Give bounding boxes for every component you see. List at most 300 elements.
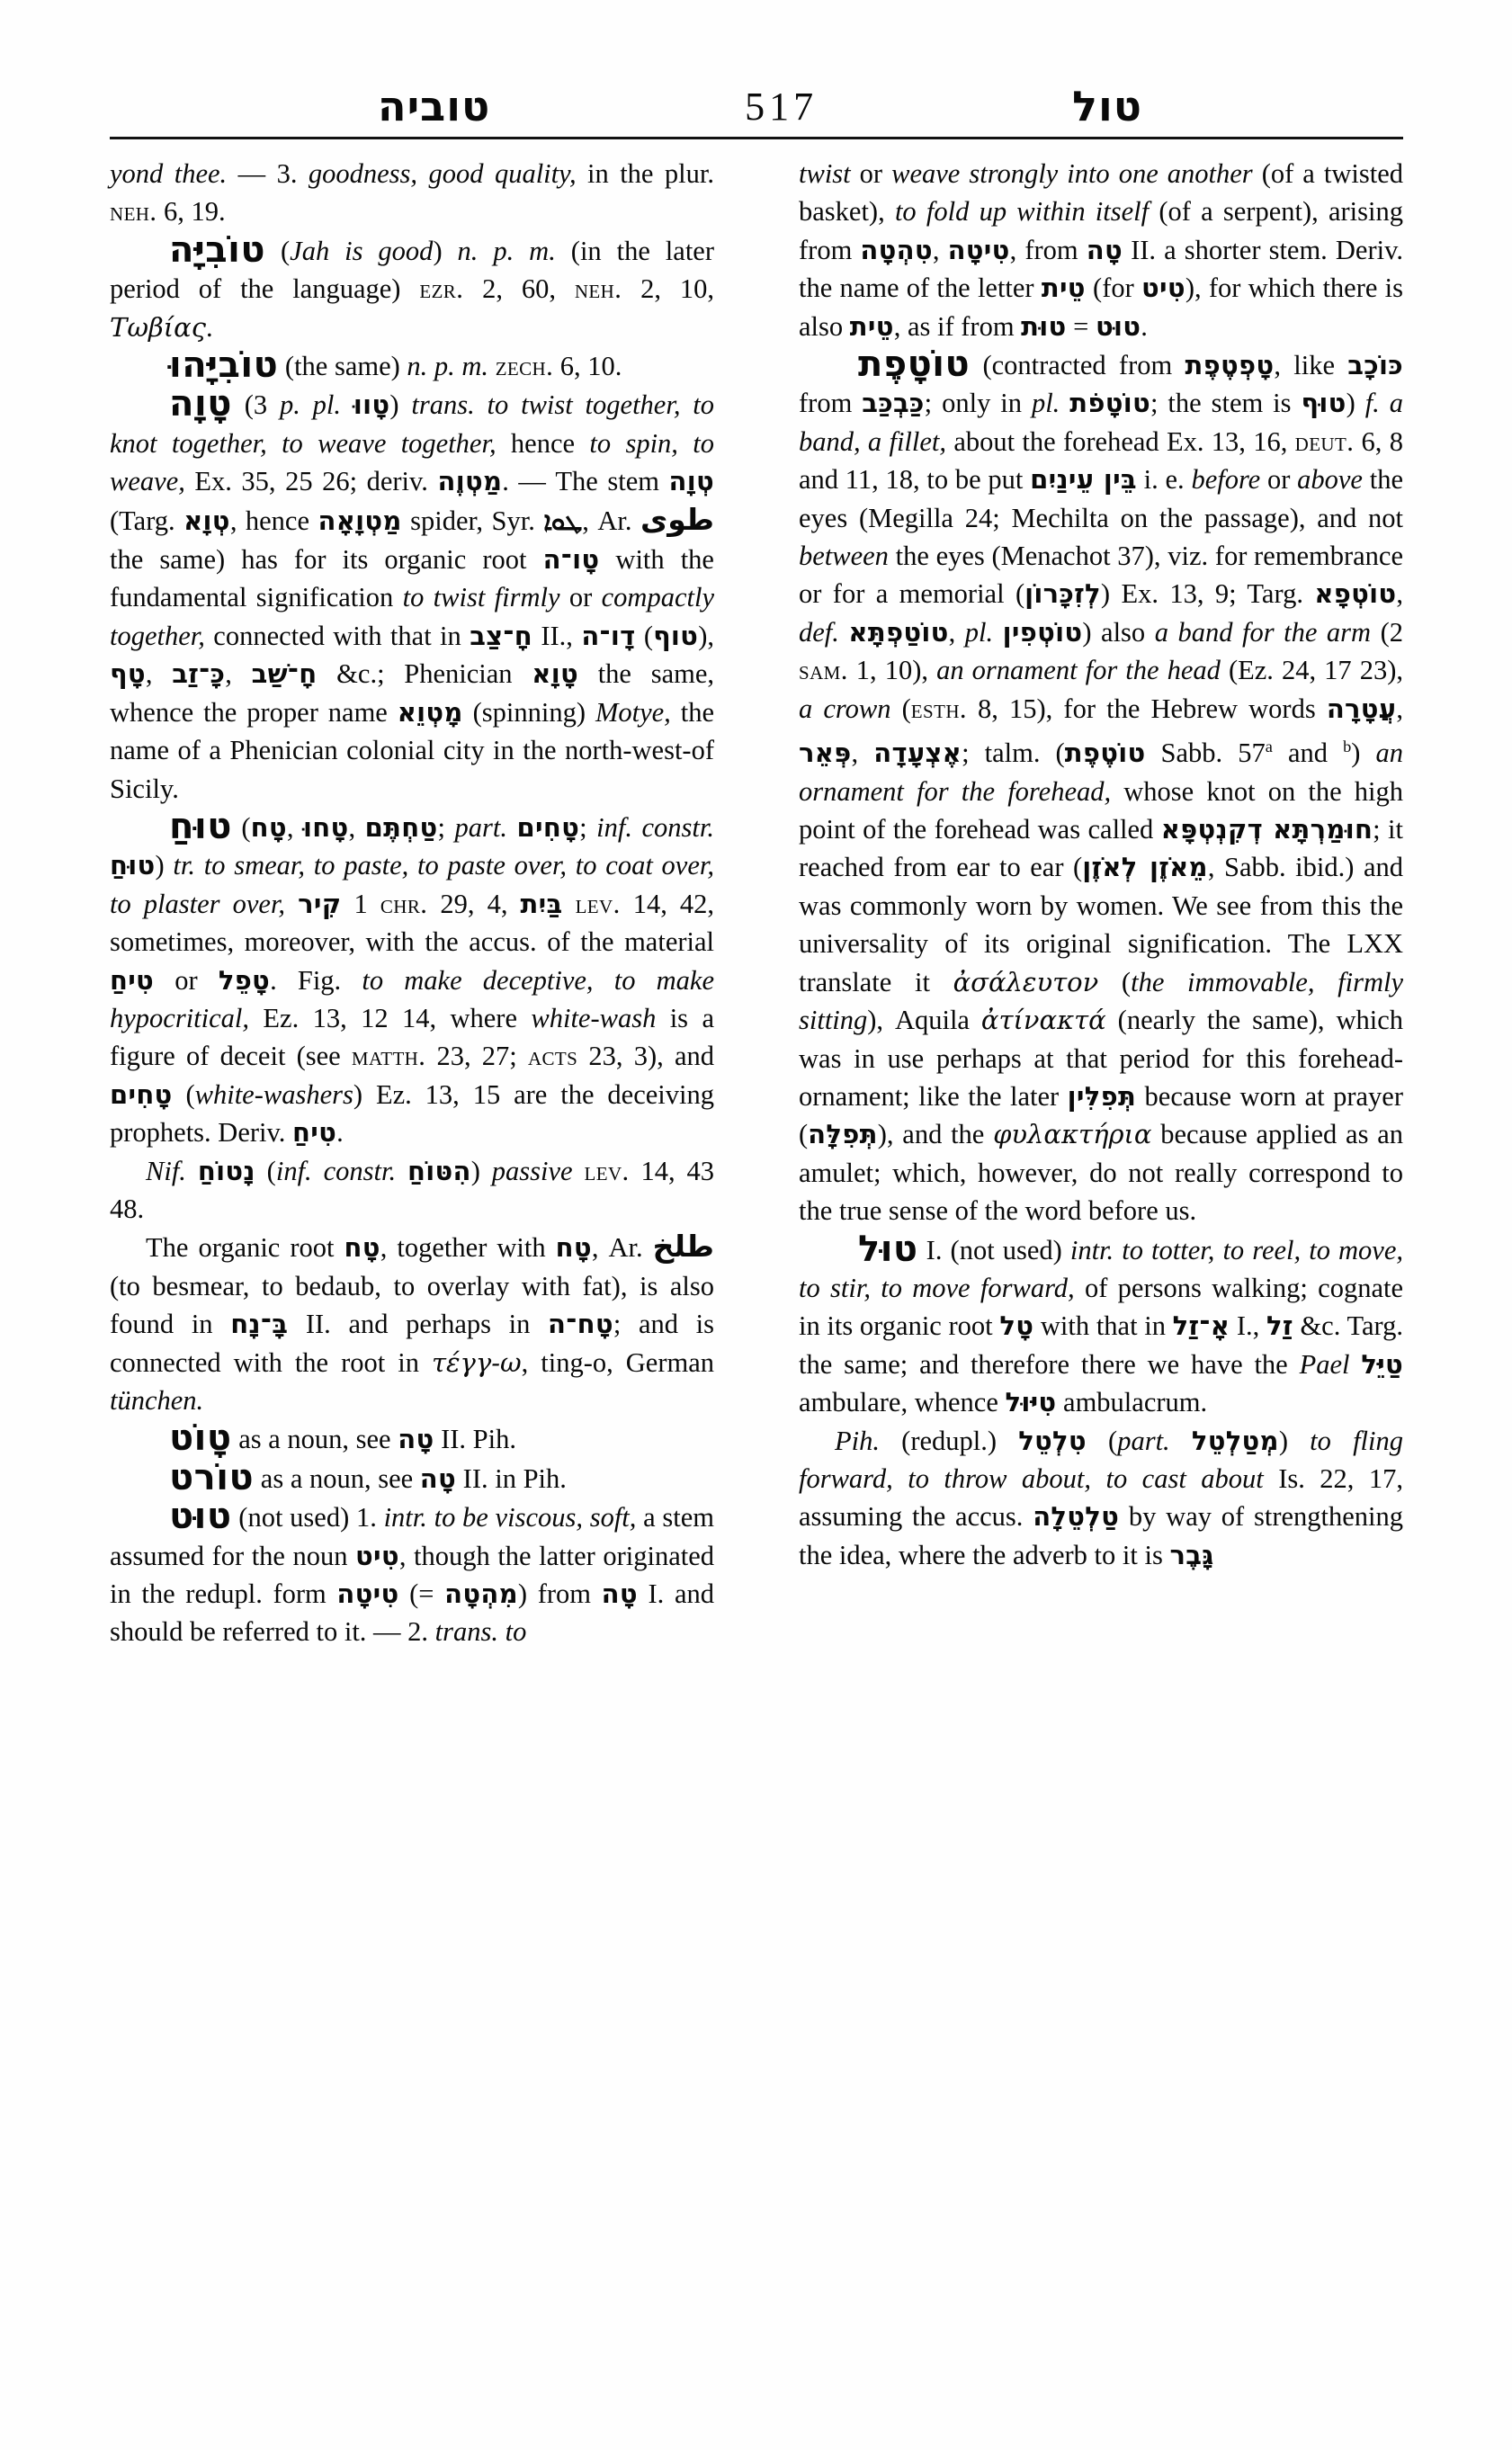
body-text: , (1396, 693, 1403, 724)
hebrew-text: טָל (999, 1310, 1034, 1342)
body-text: ( (255, 1155, 276, 1186)
italic-gloss: trans. to twist together, to knot together, to weave together, (110, 389, 714, 459)
lexicon-paragraph (110, 1456, 714, 1498)
hebrew-text: אָ־זַל (1172, 1310, 1230, 1342)
body-text: ( (635, 620, 654, 651)
lexicon-paragraph (110, 155, 714, 231)
italic-gloss: weave strongly into one another (891, 158, 1253, 189)
greek-text: φυλακτήρια (993, 1119, 1152, 1150)
body-text (993, 617, 1003, 648)
body-text: Is. 22, 17, assuming the accus. (799, 1462, 1403, 1533)
body-text: ) (1278, 1425, 1311, 1456)
lexicon-paragraph (110, 228, 714, 346)
hebrew-text: טָפֵל (218, 964, 271, 996)
italic-gloss: def. (799, 616, 839, 648)
hebrew-text: טִיחַ (292, 1117, 337, 1149)
body-text: ambulare, whence (799, 1387, 1006, 1418)
italic-gloss: to twist firmly (402, 582, 560, 613)
hebrew-text: טוּף (1301, 388, 1346, 419)
scripture-reference: lev. (575, 888, 621, 919)
hebrew-text: טוֹטְפִין (1002, 616, 1083, 648)
lexicon-paragraph (110, 385, 714, 807)
italic-gloss: goodness, good quality, (308, 158, 577, 189)
hebrew-text: טָה (419, 1462, 457, 1494)
italic-gloss: Nif. (146, 1155, 186, 1186)
body-text: II. in Pih. (456, 1462, 567, 1494)
body-text: ) Ez. 13, 15 are the deceiving prophets. Deriv. (110, 1078, 714, 1149)
body-text: , (286, 811, 303, 843)
body-text: ) (1346, 388, 1365, 419)
body-text: ), Aquila (867, 1005, 981, 1036)
italic-gloss: n. p. m. (407, 351, 489, 382)
lexicon-paragraph (110, 805, 715, 1152)
body-text (285, 889, 298, 919)
italic-gloss: white-wash (531, 1002, 657, 1033)
body-text: Sabb. 57 (1145, 738, 1266, 769)
body-text: , (948, 616, 965, 648)
body-text: is a figure of deceit (see (110, 1002, 714, 1072)
body-text: (2 (1371, 616, 1403, 648)
hebrew-text: טַלְטֵלָה (1033, 1501, 1120, 1533)
body-text: II. Pih. (434, 1424, 516, 1455)
italic-gloss: before (1191, 464, 1261, 496)
body-text: . (205, 311, 213, 343)
body-text: or (154, 964, 219, 996)
body-text: ; (579, 811, 597, 843)
body-text: as a noun, see (231, 1424, 398, 1455)
body-text: of persons walking; cognate in its organic root (799, 1272, 1403, 1342)
body-text: 6, 10. (553, 351, 622, 382)
body-text: ( (231, 811, 251, 843)
body-text: and (1272, 738, 1344, 769)
italic-gloss: Pael (1299, 1348, 1350, 1380)
page-number: 517 (745, 85, 819, 129)
body-text: 2, 10, (622, 273, 714, 305)
body-text: 23, 3), and (577, 1041, 714, 1072)
body-text: . — The stem (502, 466, 669, 497)
body-text: a stem assumed for the noun (110, 1502, 714, 1571)
body-text: ; only in (924, 388, 1032, 419)
hebrew-text: טִיחַ (110, 964, 155, 996)
body-text: 2, 60, (463, 273, 575, 305)
italic-gloss: Pih. (835, 1425, 880, 1456)
entry-headword-hebrew: טוֹבִיָּה (169, 228, 266, 271)
hebrew-text: טוּת (1021, 310, 1067, 342)
body-text: I. and should be referred to it. — 2. (110, 1578, 714, 1648)
body-text: i. e. (1136, 464, 1192, 496)
italic-gloss: tr. to smear, to paste, to paste over, to coat over, to plaster over, (110, 850, 714, 919)
body-text: about the forehead Ex. 13, 16, (946, 425, 1295, 457)
body-text: ) also (1082, 616, 1155, 648)
italic-gloss: to fling forward, to throw about, to cast about (799, 1425, 1403, 1494)
body-text: ) (470, 1155, 492, 1186)
hebrew-text: טָפְטֶפֶת (1185, 350, 1275, 381)
italic-gloss: to spin, to weave, (110, 427, 714, 497)
body-text: ) (389, 389, 412, 421)
lexicon-paragraph (799, 345, 1403, 1230)
body-text: (in the later period of the language) (110, 235, 714, 305)
entry-headword-hebrew: טוּל (858, 1228, 918, 1270)
body-text: II. a shorter stem. Deriv. the name of the letter (799, 234, 1403, 304)
hebrew-text: כּוֹכָב (1347, 350, 1403, 381)
body-text: II. and perhaps in (288, 1309, 549, 1340)
body-text: (redupl.) (879, 1425, 1019, 1456)
scripture-reference: neh. (574, 273, 622, 305)
hebrew-text: טָחִים (516, 811, 580, 843)
hebrew-text: חָ־צַב (470, 620, 532, 651)
scripture-reference: chr. (380, 888, 428, 919)
hebrew-text: מָטְוֵא (397, 696, 463, 728)
body-text: ; the stem is (1150, 388, 1302, 419)
body-text: ( (172, 1078, 195, 1110)
body-text: (3 (231, 389, 280, 421)
body-text (1060, 388, 1069, 418)
body-text: hence (496, 427, 590, 459)
scripture-reference: neh. (110, 196, 157, 228)
body-text: (the same) (278, 351, 407, 382)
body-text: II., (532, 620, 582, 651)
hebrew-text: טְוָה (668, 466, 714, 497)
italic-gloss: p. pl. (279, 389, 342, 421)
body-text: &c.; Phenician (317, 658, 532, 690)
hebrew-text: טוֹטָפֹת (1069, 388, 1150, 419)
hebrew-text: מֵאֹזֶן לְאֹזֶן (1082, 852, 1208, 883)
body-text: ) Ex. 13, 9; Targ. (1100, 578, 1315, 610)
body-text: (= (398, 1578, 445, 1610)
body-text: 1, 10), (847, 655, 937, 686)
hebrew-text: הִטּוֹחַ (407, 1155, 471, 1186)
body-text: , from (1009, 234, 1087, 265)
body-text (839, 617, 849, 648)
hebrew-text: כַּבְכַּב (862, 388, 925, 419)
body-text: ( (1098, 966, 1132, 997)
body-text (1170, 1426, 1192, 1456)
body-text: the eyes (Menachot 37), viz. for remembrance or for a memorial ( (799, 541, 1403, 610)
body-text: ; (437, 811, 455, 843)
hebrew-text: טָח (344, 1232, 380, 1264)
hebrew-text: טִיּוּל (1005, 1387, 1057, 1418)
hebrew-text: טִהְטָה (860, 234, 933, 265)
body-text (573, 1156, 585, 1186)
italic-gloss: yond thee. (110, 158, 228, 189)
hebrew-text: לְזִכָּרוֹן (1024, 578, 1101, 610)
body-text (341, 389, 353, 420)
hebrew-text: מִהְטָה (444, 1578, 518, 1610)
body-text: &c. Targ. the same; and therefore there we have the (799, 1310, 1403, 1380)
body-text: — 3. (227, 158, 309, 189)
body-text: 29, 4, (427, 888, 521, 919)
running-head (108, 49, 1403, 130)
hebrew-text: טָחוּ (303, 811, 349, 843)
italic-gloss: the immovable, firmly sitting (799, 966, 1403, 1036)
italic-gloss: between (799, 541, 889, 572)
hebrew-text: טַחְתֶּם (364, 811, 438, 843)
body-text: , (851, 738, 874, 769)
hebrew-text: טַיֵּל (1361, 1348, 1403, 1380)
italic-gloss: an ornament for the forehead, (799, 738, 1403, 807)
body-text: The organic root (146, 1232, 344, 1264)
body-text: , hence (229, 505, 318, 536)
italic-gloss: tünchen. (110, 1385, 204, 1416)
body-text: by way of strengthening the idea, where the adverb to it is (799, 1501, 1403, 1570)
italic-gloss: a crown (799, 693, 891, 724)
body-text: . (336, 1117, 344, 1149)
body-text: , though the latter originated in the redupl. form (110, 1540, 714, 1610)
italic-gloss: part. (454, 811, 507, 843)
two-column-body (110, 155, 1403, 2349)
body-text: ambulacrum. (1056, 1387, 1208, 1418)
entry-headword-hebrew: טוֹטָפֶת (858, 344, 971, 386)
hebrew-text: אֶצְעָדָה (873, 738, 962, 769)
italic-gloss: trans. to (434, 1616, 527, 1648)
scripture-reference: lev. (584, 1155, 630, 1186)
body-text: ( (890, 693, 911, 724)
hebrew-text: טוֹטַפְתָּא (848, 616, 949, 648)
body-text: with that in (1033, 1310, 1173, 1342)
hebrew-text: טָח־ה (548, 1309, 613, 1340)
body-text: (Targ. (110, 505, 184, 536)
body-text: (to besmear, to bedaub, to overlay with fat), is also found in (110, 1270, 714, 1340)
body-text: ), (698, 620, 714, 651)
scripture-reference: sam. (799, 655, 848, 686)
entry-headword-hebrew: טָוָה (169, 383, 232, 425)
italic-gloss: f. a band, a fillet, (799, 388, 1403, 457)
italic-gloss: intr. to totter, to reel, to move, to stir, to move forward, (799, 1234, 1403, 1303)
body-text: 8, 15), for the Hebrew words (966, 693, 1327, 724)
body-text (488, 351, 496, 381)
italic-gloss: n. p. m. (457, 235, 556, 266)
hebrew-text: דָו־ה (581, 620, 636, 651)
body-text: ) from (517, 1578, 602, 1610)
hebrew-text: טְוָא (183, 505, 230, 536)
body-text (1349, 1349, 1361, 1380)
hebrew-text: בֵּין עֵינַיִם (1030, 464, 1137, 496)
hebrew-text: תְּפִלִּין (1067, 1080, 1137, 1112)
left-column (110, 155, 714, 2349)
italic-gloss: Motye, (595, 696, 671, 728)
running-head-left-hebrew: טוביה (378, 82, 491, 130)
hebrew-text: טֵית (1041, 273, 1086, 304)
body-text (562, 889, 575, 919)
body-text: 14, 42, sometimes, moreover, with the accus. of the material (110, 888, 715, 958)
italic-gloss: intr. to be viscous, soft, (383, 1502, 637, 1533)
body-text: because worn at prayer ( (799, 1080, 1403, 1150)
body-text: , (932, 234, 948, 265)
hebrew-text: מְטַלְטֵל (1191, 1425, 1279, 1456)
body-text: , together with (380, 1232, 556, 1264)
body-text: , (225, 658, 252, 690)
lexicon-paragraph (799, 1230, 1403, 1422)
body-text: , Ar. (582, 505, 640, 536)
scripture-reference: acts (527, 1041, 578, 1072)
hebrew-text: טִיטָה (947, 234, 1010, 265)
body-text: Ez. 13, 12 14, where (249, 1002, 532, 1033)
hebrew-text: טוֹטְפָא (1314, 578, 1397, 610)
body-text: ; it reached from ear to ear ( (799, 814, 1403, 883)
hebrew-text: טוף (653, 620, 699, 651)
body-text: or (850, 158, 892, 189)
italic-gloss: to fold up within itself (894, 196, 1150, 228)
body-text: , ting-o, German (521, 1346, 714, 1378)
hebrew-text: טוּט (1096, 310, 1141, 342)
italic-gloss: an ornament for the head (936, 655, 1221, 686)
hebrew-text: טָח (250, 811, 287, 843)
italic-gloss: Jah is good (290, 235, 434, 266)
body-text: (for (1085, 273, 1141, 304)
hebrew-text: טָחִים (110, 1078, 173, 1110)
greek-text: Τωβίας (110, 311, 206, 343)
header-rule (110, 137, 1403, 139)
body-text: ( (265, 235, 291, 266)
body-text: ; and is connected with the root in (110, 1309, 714, 1378)
hebrew-text: טִיט (1141, 273, 1185, 304)
body-text: or (1260, 464, 1298, 496)
hebrew-text: טָוָא (532, 658, 578, 690)
entry-headword-hebrew: טָוֹט (169, 1417, 232, 1460)
body-text: ), for which there is also (799, 273, 1403, 342)
italic-gloss: above (1297, 464, 1363, 496)
entry-headword-hebrew: טוֹבִיָּהוּ (169, 344, 279, 387)
body-text: 6, 8 and 11, 18, to be put (799, 425, 1403, 496)
syriac-text: ܛܘܐ (543, 505, 583, 536)
body-text: , (1396, 578, 1404, 610)
entry-headword-hebrew: טוֹרט (169, 1456, 255, 1498)
body-text: ), and the (877, 1119, 994, 1150)
lexicon-paragraph (110, 1498, 714, 1651)
body-text: , Sabb. ibid.) and was commonly worn by women. We see from this the universality of its original signification. The LXX translate it (799, 852, 1404, 997)
hebrew-text: חוּמַרְתָּא דְקִנְטְפָּא (1160, 814, 1373, 845)
body-text: (contracted from (970, 350, 1185, 381)
body-text: ; talm. ( (962, 738, 1065, 769)
body-text: = (1066, 310, 1096, 342)
body-text: I. (not used) (917, 1234, 1070, 1265)
superscript-marker: b (1343, 738, 1352, 756)
body-text: 14, 43 48. (110, 1155, 714, 1224)
hebrew-text: טֵית (849, 310, 894, 342)
hebrew-text: טִלְטֵל (1018, 1425, 1087, 1456)
body-text: ) (155, 850, 174, 881)
body-text: (of a twisted basket), (799, 158, 1403, 228)
arabic-text: طوى (640, 501, 714, 537)
hebrew-text: מַטְוָאָה (318, 505, 402, 536)
body-text: , like (1274, 350, 1348, 381)
body-text: (not used) 1. (231, 1502, 384, 1533)
hebrew-text: טָף (110, 658, 146, 690)
body-text: . Fig. (270, 964, 362, 996)
body-text: (Ez. 24, 17 23), (1220, 655, 1403, 686)
italic-gloss: passive (491, 1155, 573, 1186)
italic-gloss: a band for the arm (1154, 616, 1372, 648)
body-text: from (799, 388, 863, 419)
arabic-text: طلخ (652, 1229, 715, 1265)
lexicon-paragraph (110, 1152, 714, 1229)
hebrew-text: חָ־שַׁב (251, 658, 318, 690)
hebrew-text: טוּחַ (110, 850, 156, 881)
body-text: with the fundamental signification (110, 544, 714, 613)
body-text: or (559, 582, 602, 613)
body-text: the same) has for its organic root (110, 544, 543, 576)
body-text (186, 1156, 198, 1186)
italic-gloss: pl. (964, 616, 994, 648)
body-text: , (348, 811, 365, 843)
hebrew-text: גָּבֶר (1169, 1539, 1214, 1570)
body-text: ( (1086, 1425, 1118, 1456)
hebrew-text: נָטוֹחַ (197, 1155, 255, 1186)
body-text: , as if from (893, 310, 1022, 342)
lexicon-paragraph (110, 1228, 714, 1419)
scripture-reference: matth. (351, 1041, 426, 1072)
body-text: , (145, 658, 173, 690)
body-text: connected with that in (204, 620, 470, 651)
body-text: . (1141, 310, 1148, 342)
hebrew-text: מַטְוֶה (437, 466, 503, 497)
italic-gloss: part. (1117, 1425, 1170, 1456)
scripture-reference: deut. (1294, 425, 1355, 457)
body-text: , Ar. (591, 1232, 653, 1264)
body-text: whose knot on the high point of the forehead was called (799, 775, 1403, 845)
body-text: the same, whence the proper name (110, 658, 715, 728)
body-text: ) (433, 235, 458, 266)
hebrew-text: טָה (398, 1424, 434, 1455)
body-text: (nearly the same), which was in use perhaps at that period for this forehead-ornament; like the later (799, 1005, 1403, 1112)
body-text: Ex. 35, 25 26; deriv. (184, 466, 438, 497)
hebrew-text: טָח (555, 1232, 592, 1264)
body-text: because applied as an amulet; which, however, do not really correspond to the true sense of the word before us. (799, 1119, 1403, 1227)
lexicon-paragraph (799, 1422, 1403, 1575)
italic-gloss: white-washers (194, 1078, 353, 1110)
italic-gloss: pl. (1031, 388, 1060, 419)
scripture-reference: ezr. (419, 273, 464, 305)
lexicon-paragraph (110, 1419, 714, 1458)
hebrew-text: תְּפִלָּה (808, 1119, 878, 1150)
hebrew-text: טָווּ (353, 389, 390, 421)
hebrew-text: בַּיִת (520, 888, 563, 919)
right-column (799, 155, 1403, 2349)
body-text: I., (1230, 1310, 1266, 1342)
italic-gloss: twist (799, 158, 851, 189)
body-text: as a noun, see (254, 1462, 420, 1494)
hebrew-text: עֲטָרָה (1326, 693, 1397, 724)
body-text: the name of a Phenician colonial city in the north-west-of Sicily. (110, 696, 714, 804)
body-text: (of a serpent), arising from (799, 196, 1404, 265)
body-text: ) (1351, 738, 1376, 769)
running-head-right-hebrew: טול (1072, 82, 1142, 130)
scripture-reference: esth. (910, 693, 967, 724)
superscript-marker: a (1265, 738, 1273, 756)
hebrew-text: זַל (1266, 1310, 1293, 1342)
greek-text: ἀτίνακτά (980, 1005, 1106, 1036)
body-text: (spinning) (462, 696, 595, 728)
entry-headword-hebrew: טוּט (169, 1496, 232, 1538)
body-text: spider, Syr. (401, 505, 544, 536)
body-text: the eyes (Megilla 24; Mechilta on the passage), and not (799, 464, 1403, 533)
hebrew-text: טָה (1086, 234, 1123, 265)
hebrew-text: טִיט (355, 1540, 399, 1571)
italic-gloss: inf. constr. (275, 1155, 397, 1186)
hebrew-text: טוֹטֶפֶת (1064, 738, 1146, 769)
greek-text: τέγγ-ω (431, 1346, 522, 1378)
scripture-reference: zech. (495, 351, 554, 382)
lexicon-paragraph (799, 155, 1403, 345)
hebrew-text: בָּ־נָח (230, 1309, 289, 1340)
italic-gloss: inf. constr. (596, 811, 714, 843)
hebrew-text: טִיטָה (336, 1578, 399, 1610)
italic-gloss: to make deceptive, to make hypocritical, (110, 964, 714, 1033)
lexicon-paragraph (110, 346, 714, 385)
body-text: 23, 27; (425, 1041, 528, 1072)
body-text (396, 1156, 407, 1186)
body-text: 6, 19. (157, 196, 226, 228)
